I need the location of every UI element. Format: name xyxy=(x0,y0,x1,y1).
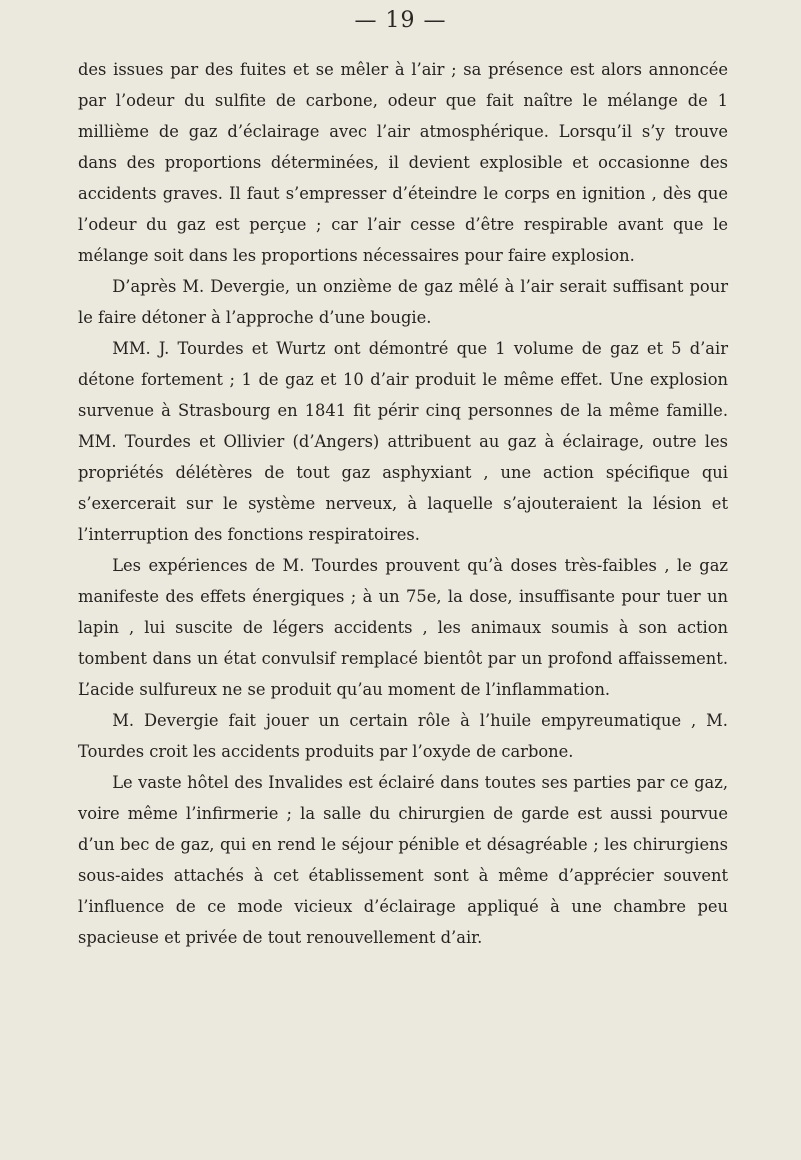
paragraph-6: Le vaste hôtel des Invalides est éclairé dans toutes ses parties par ce gaz, voire même l’infirmerie ; la salle du chirurgien de garde est aussi pourvue d’un bec de gaz, qui en rend le séjour pénible et désagréable ; les chirurgiens sous-aides attachés à cet établissement sont à même d’apprécier souvent l’influence de ce mode vicieux d’éclairage appliqué à une chambre peu spacieuse et privée de tout renouvellement d’air. xyxy=(78,773,728,947)
paragraph-1: des issues par des fuites et se mêler à l’air ; sa présence est alors annoncée par l’odeur du sulfite de carbone, odeur que fait naître le mélange de 1 millième de gaz d’éclairage avec l’air atmosphérique. Lorsqu’il s’y trouve dans des proportions déterminées, il devient explosible et occasionne des accidents graves. Il faut s’empresser d’éteindre le corps en ignition , dès que l’odeur du gaz est perçue ; car l’air cesse d’être respirable avant que le mélange soit dans les proportions nécessaires pour faire explosion. xyxy=(78,60,728,265)
page-number: — 19 — xyxy=(354,8,447,33)
paragraph-2: D’après M. Devergie, un onzième de gaz mêlé à l’air serait suffisant pour le faire détoner à l’approche d’une bougie. xyxy=(78,277,728,327)
paragraph-5: M. Devergie fait jouer un certain rôle à l’huile empyreumatique , M. Tourdes croit les accidents produits par l’oxyde de carbone. xyxy=(78,711,728,761)
body-text xyxy=(78,54,728,953)
paragraph-3: MM. J. Tourdes et Wurtz ont démontré que 1 volume de gaz et 5 d’air détone fortement ; 1 de gaz et 10 d’air produit le même effet. Une explosion survenue à Strasbourg en 1841 fit périr cinq personnes de la même famille. MM. Tourdes et Ollivier (d’Angers) attribuent au gaz à éclairage, outre les propriétés délétères de tout gaz asphyxiant , une action spécifique qui s’exercerait sur le système nerveux, à laquelle s’ajouteraient la lésion et l’interruption des fonctions respiratoires. xyxy=(78,339,728,544)
paragraph-4: Les expériences de M. Tourdes prouvent qu’à doses très-faibles , le gaz manifeste des effets énergiques ; à un 75e, la dose, insuffisante pour tuer un lapin , lui suscite de légers accidents , les animaux soumis à son action tombent dans un état convulsif remplacé bientôt par un profond affaissement. L’acide sulfureux ne se produit qu’au moment de l’inflammation. xyxy=(78,556,728,699)
